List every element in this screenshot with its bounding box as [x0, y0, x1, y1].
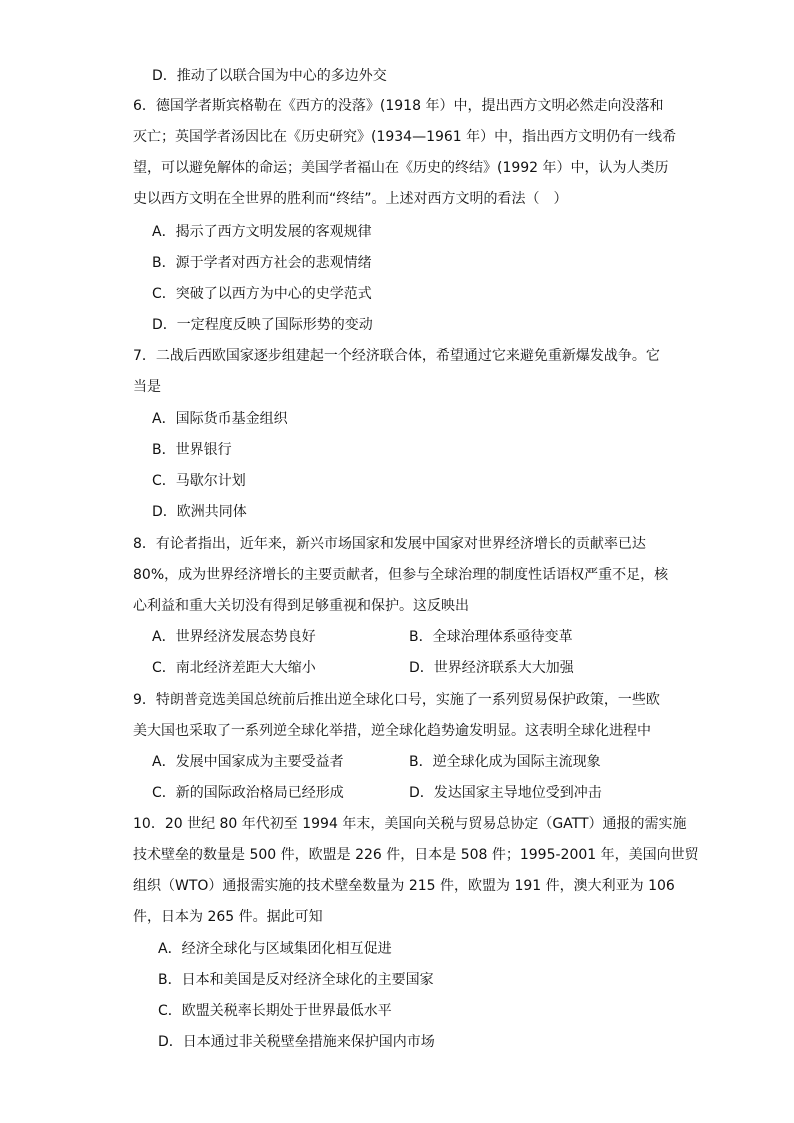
q10-option-b: B．日本和美国是反对经济全球化的主要国家 — [158, 972, 434, 988]
q6-stem-line-1: 6．德国学者斯宾格勒在《西方的没落》(1918 年）中，提出西方文明必然走向没落和 — [133, 98, 664, 114]
q6-option-c: C．突破了以西方为中心的史学范式 — [152, 286, 372, 302]
q10-stem-line-2: 技术壁垒的数量是 500 件，欧盟是 226 件，日本是 508 件；1995-2001 年，美国向世贸 — [133, 847, 699, 863]
q10-option-d: D．日本通过非关税壁垒措施来保护国内市场 — [158, 1034, 435, 1050]
q6-stem-line-2: 灭亡；英国学者汤因比在《历史研究》(1934—1961 年）中，指出西方文明仍有一线希 — [133, 129, 677, 145]
q8-option-c: C．南北经济差距大大缩小 — [152, 660, 316, 676]
q6-stem-line-4: 史以西方文明在全世界的胜利而“终结”。上述对西方文明的看法（ ） — [133, 191, 568, 207]
q8-stem-line-2: 80%，成为世界经济增长的主要贡献者，但参与全球治理的制度性话语权严重不足，核 — [133, 567, 669, 583]
q7-stem-line-2: 当是 — [133, 379, 161, 395]
q8-stem-line-3: 心利益和重大关切没有得到足够重视和保护。这反映出 — [133, 598, 469, 614]
q7-option-b: B．世界银行 — [152, 442, 232, 458]
q9-option-d: D．发达国家主导地位受到冲击 — [409, 785, 602, 801]
q9-option-b: B．逆全球化成为国际主流现象 — [409, 754, 601, 770]
q8-option-b: B．全球治理体系亟待变革 — [409, 629, 573, 645]
q8-option-d: D．世界经济联系大大加强 — [409, 660, 574, 676]
q8-stem-line-1: 8．有论者指出，近年来，新兴市场国家和发展中国家对世界经济增长的贡献率已达 — [133, 536, 646, 552]
q9-stem-line-1: 9．特朗普竞选美国总统前后推出逆全球化口号，实施了一系列贸易保护政策，一些欧 — [133, 692, 660, 708]
q10-stem-line-4: 件，日本为 265 件。据此可知 — [133, 909, 323, 925]
q6-stem-line-3: 望，可以避免解体的命运；美国学者福山在《历史的终结》(1992 年）中，认为人类历 — [133, 160, 669, 176]
q5-option-d: D．推动了以联合国为中心的多边外交 — [152, 68, 387, 84]
q7-stem-line-1: 7．二战后西欧国家逐步组建起一个经济联合体，希望通过它来避免重新爆发战争。它 — [133, 348, 660, 364]
q6-option-a: A．揭示了西方文明发展的客观规律 — [152, 224, 372, 240]
q9-option-c: C．新的国际政治格局已经形成 — [152, 785, 344, 801]
q10-stem-line-3: 组织（WTO）通报需实施的技术壁垒数量为 215 件，欧盟为 191 件，澳大利亚为 106 — [133, 878, 675, 894]
q10-option-c: C．欧盟关税率长期处于世界最低水平 — [158, 1003, 392, 1019]
q9-stem-line-2: 美大国也采取了一系列逆全球化举措，逆全球化趋势逾发明显。这表明全球化进程中 — [133, 723, 651, 739]
q8-option-a: A．世界经济发展态势良好 — [152, 629, 316, 645]
q7-option-d: D．欧洲共同体 — [152, 504, 247, 520]
q10-stem-line-1: 10．20 世纪 80 年代初至 1994 年末，美国向关税与贸易总协定（GATT）通报的需实施 — [133, 816, 687, 832]
q7-option-c: C．马歇尔计划 — [152, 473, 246, 489]
q9-option-a: A．发展中国家成为主要受益者 — [152, 754, 344, 770]
q6-option-d: D．一定程度反映了国际形势的变动 — [152, 317, 373, 333]
q10-option-a: A．经济全球化与区域集团化相互促进 — [158, 941, 392, 957]
q7-option-a: A．国际货币基金组织 — [152, 411, 288, 427]
q6-option-b: B．源于学者对西方社会的悲观情绪 — [152, 255, 372, 271]
